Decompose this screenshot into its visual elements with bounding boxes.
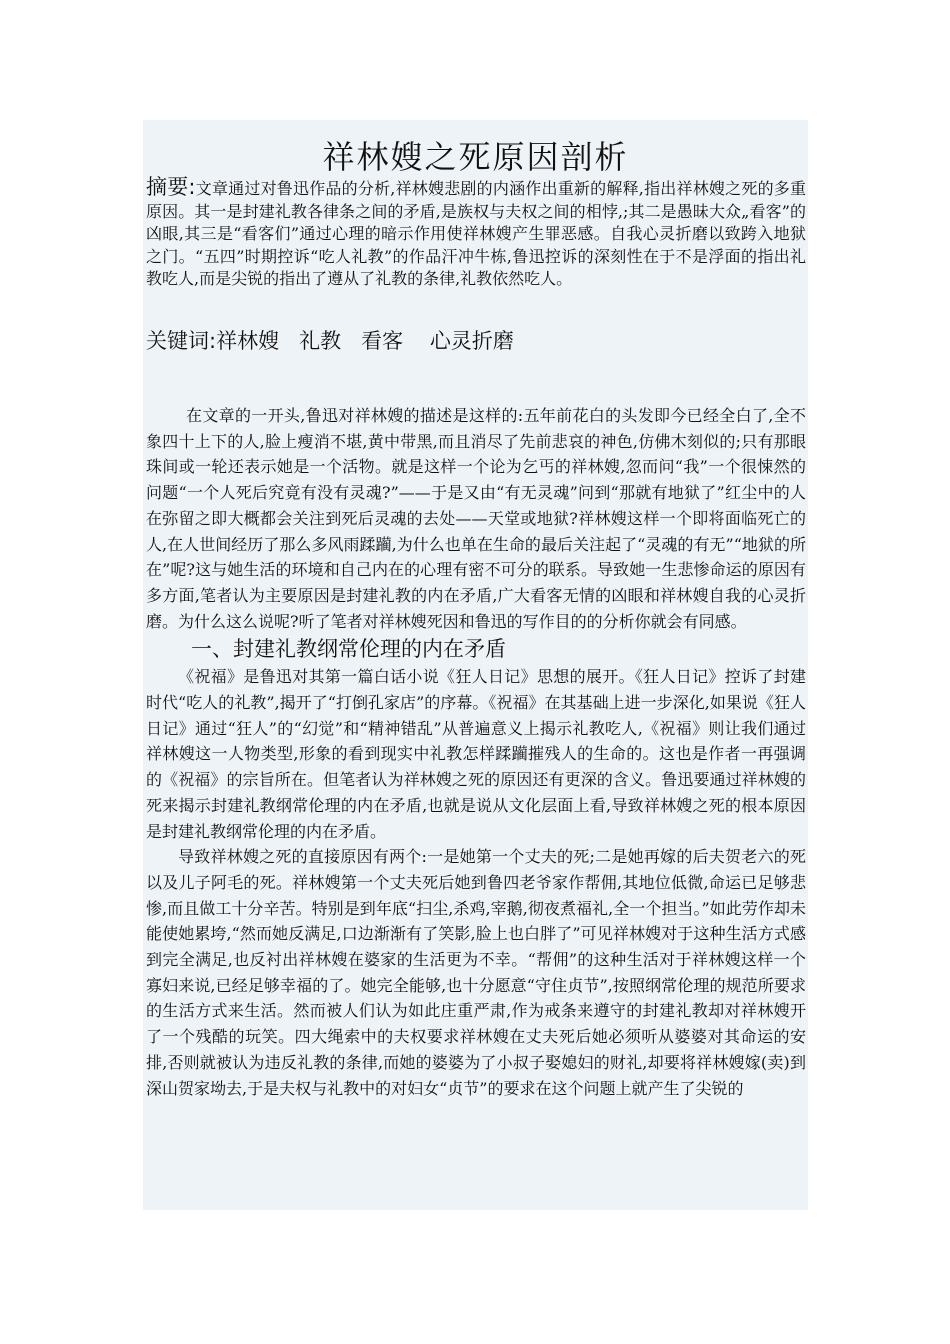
- abstract-text: 文章通过对鲁迅作品的分析,祥林嫂悲剧的内涵作出重新的解释,指出祥林嫂之死的多重原因。其一是封建礼教各律条之间的矛盾,是族权与夫权之间的相悖,;其二是愚昧大众„看客”的凶眼,其三是“看客们”通过心理的暗示作用使祥林嫂产生罪恶感。自我心灵折磨以致跨入地狱之门。“五四”时期控诉“吃人礼教”的作品汗冲牛栋,鲁迅控诉的深刻性在于不是浮面的指出礼教吃人,而是尖锐的指出了遵从了礼教的条律,礼教依然吃人。: [146, 179, 806, 288]
- document-page: [143, 120, 808, 1210]
- paragraph-direct-causes: 导致祥林嫂之死的直接原因有两个:一是她第一个丈夫的死;二是她再嫁的后夫贺老六的死以及儿子阿毛的死。祥林嫂第一个丈夫死后她到鲁四老爷家作帮佣,其地位低微,命运已足够悲惨,而且做工十分辛苦。特别是到年底“扫尘,杀鸡,宰鹅,彻夜煮福礼,全一个担当。”如此劳作却未能使她累垮,“然而她反满足,口边渐渐有了笑影,脸上也白胖了”可见祥林嫂对于这种生活方式感到完全满足,也反衬出祥林嫂在婆家的生活更为不幸。“帮佣”的这种生活对于祥林嫂这样一个寡妇来说,已经足够幸福的了。她完全能够,也十分愿意“守住贞节”,按照纲常伦理的规范所要求的生活方式来生活。然而被人们认为如此庄重严肃,作为戒条来遵守的封建礼教却对祥林嫂开了一个残酷的玩笑。四大绳索中的夫权要求祥林嫂在丈夫死后她必须听从婆婆对其命运的安排,否则就被认为违反礼教的条律,而她的婆婆为了小叔子娶媳妇的财礼,却要将祥林嫂嫁(卖)到深山贺家坳去,于是夫权与礼教中的对妇女“贞节”的要求在这个问题上就产生了尖锐的: [146, 847, 806, 1098]
- article-body: [146, 403, 806, 1101]
- abstract: [146, 176, 806, 291]
- keywords: 关键词:祥林嫂 礼教 看客 心灵折磨: [146, 329, 514, 353]
- abstract-label: 摘要:: [146, 175, 196, 199]
- document-title: 祥林嫂之死原因剖析: [322, 138, 629, 176]
- paragraph-intro: 在文章的一开头,鲁迅对祥林嫂的描述是这样的:五年前花白的头发即今已经全白了,全不象四十上下的人,脸上瘦消不堪,黄中带黑,而且消尽了先前悲哀的神色,仿佛木刻似的;只有那眼珠间或一轮还表示她是一个活物。就是这样一个论为乞丐的祥林嫂,忽而问“我”一个很悚然的问题“一个人死后究竟有没有灵魂?”——于是又由“有无灵魂”问到“那就有地狱了”红尘中的人在弥留之即大概都会关注到死后灵魂的去处——天堂或地狱?祥林嫂这样一个即将面临死亡的人,在人世间经历了那么多风雨蹂躏,为什么也单在生命的最后关注起了“灵魂的有无”“地狱的所在”呢?这与她生活的环境和自己内在的心理有密不可分的联系。导致她一生悲惨命运的原因有多方面,笔者认为主要原因是封建礼教的内在矛盾,广大看客无情的凶眼和祥林嫂自我的心灵折磨。为什么这么说呢?听了笔者对祥林嫂死因和鲁迅的写作目的的分析你就会有同感。: [146, 406, 806, 631]
- section-heading: 一、封建礼教纲常伦理的内在矛盾: [191, 637, 506, 662]
- paragraph-zhufu: 《祝福》是鲁迅对其第一篇白话小说《狂人日记》思想的展开。《狂人日记》控诉了封建时代“吃人的礼教”,揭开了“打倒孔家店”的序幕。《祝福》在其基础上进一步深化,如果说《狂人日记》通过“狂人”的“幻觉”和“精神错乱”从普遍意义上揭示礼教吃人,《祝福》则让我们通过祥林嫂这一人物类型,形象的看到现实中礼教怎样蹂躏摧残人的生命的。这也是作者一再强调的《祝福》的宗旨所在。但笔者认为祥林嫂之死的原因还有更深的含义。鲁迅要通过祥林嫂的死来揭示封建礼教纲常伦理的内在矛盾,也就是说从文化层面上看,导致祥林嫂之死的根本原因是封建礼教纲常伦理的内在矛盾。: [146, 667, 806, 841]
